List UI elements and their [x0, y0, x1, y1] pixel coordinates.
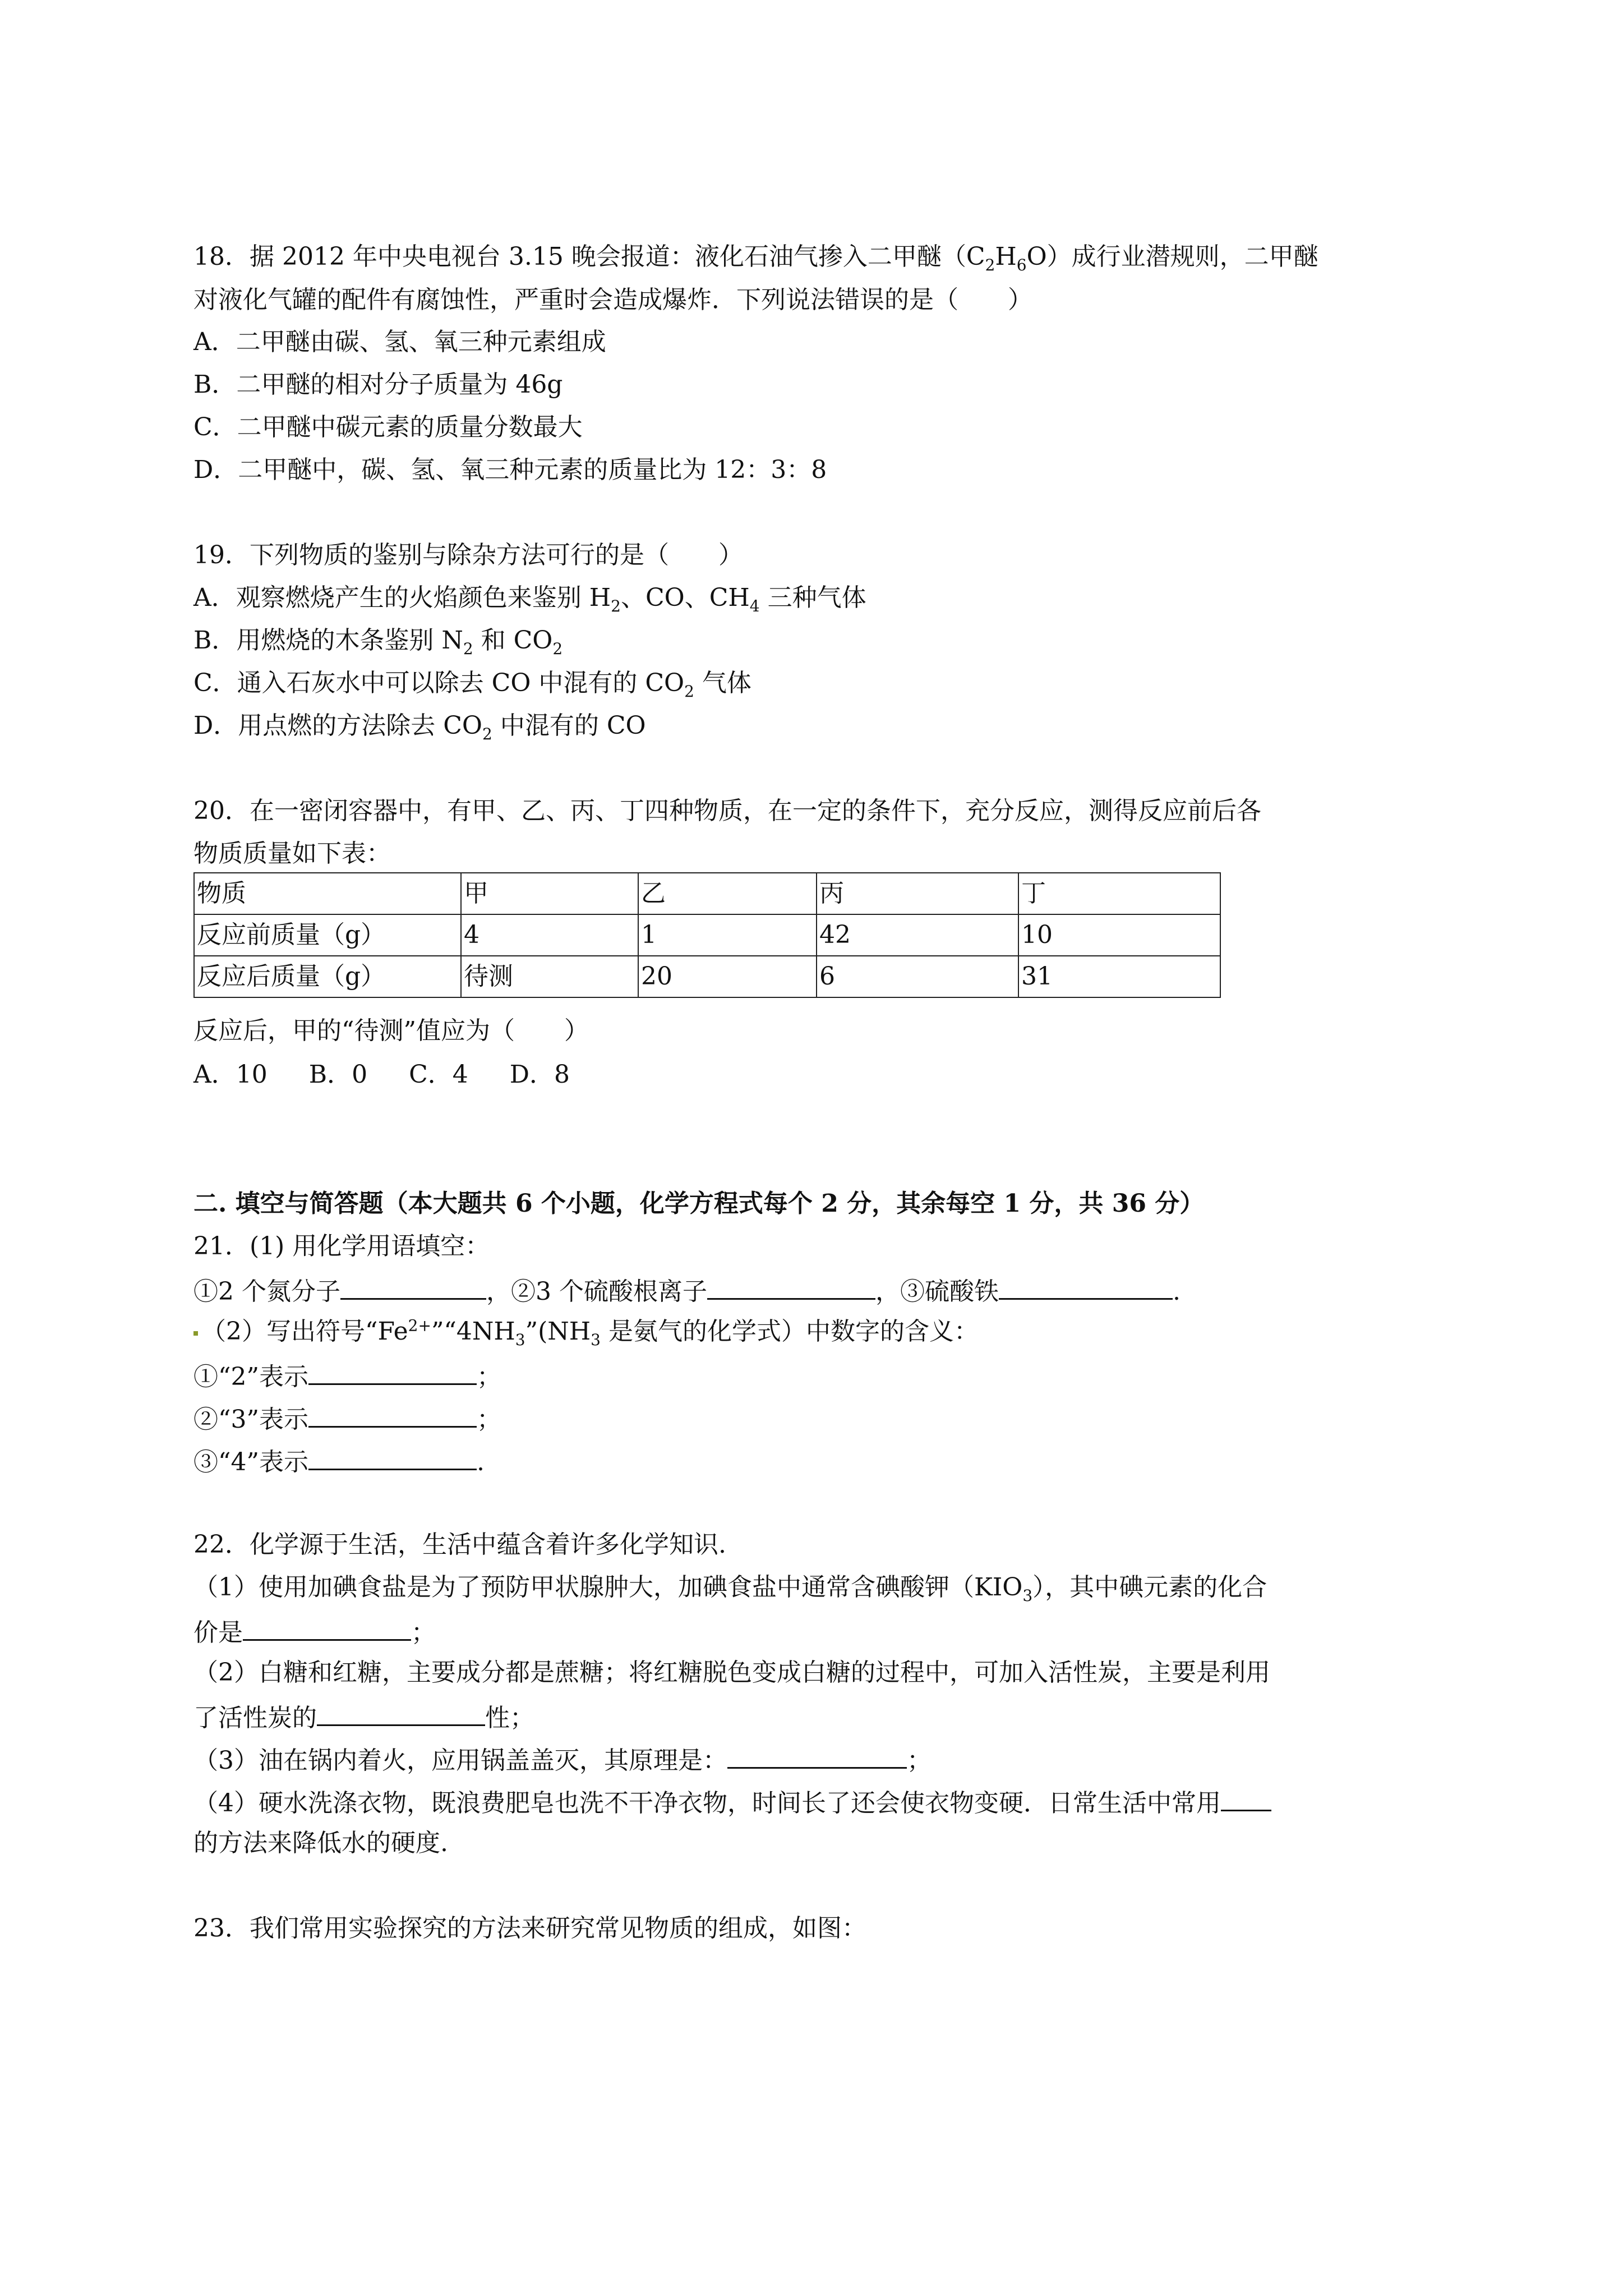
q22-line4: （2）白糖和红糖，主要成分都是蔗糖；将红糖脱色变成白糖的过程中，可加入活性炭，主要是利用 [193, 1658, 1270, 1687]
table-cell: 甲 [461, 873, 638, 914]
mass-table [193, 872, 1221, 998]
q19-option-b: B．用燃烧的木条鉴别 $N_2$ 和 $CO_2$ [193, 626, 563, 658]
answer-blank[interactable] [243, 1614, 411, 1641]
table-cell: 10 [1018, 914, 1220, 956]
table-cell: 4 [461, 914, 638, 956]
answer-blank[interactable] [340, 1273, 486, 1300]
q20-option-a: A．10 [193, 1060, 268, 1089]
q22-line8: 的方法来降低水的硬度. [193, 1829, 448, 1857]
q21-line1: 21．(1) 用化学用语填空： [193, 1232, 490, 1260]
table-cell: 物质 [194, 873, 461, 914]
q18-stem-line2: 对液化气罐的配件有腐蚀性，严重时会造成爆炸．下列说法错误的是（ ） [193, 286, 1032, 314]
q20-after-table: 反应后，甲的“待测”值应为（ ） [193, 1016, 589, 1045]
q20-options [193, 1059, 603, 1091]
q22-line2: （1）使用加碘食盐是为了预防甲状腺肿大，加碘食盐中通常含碘酸钾$(KIO_3)$，其中碘元素的化合 [193, 1573, 1267, 1605]
table-cell: 丁 [1018, 873, 1220, 914]
q23-stem: 23．我们常用实验探究的方法来研究常见物质的组成，如图： [193, 1914, 866, 1943]
answer-blank[interactable] [308, 1401, 477, 1428]
answer-blank[interactable] [308, 1359, 477, 1385]
q19-stem: 19．下列物质的鉴别与除杂方法可行的是（ ） [193, 541, 743, 569]
table-cell: 42 [817, 914, 1018, 956]
table-cell: 乙 [638, 873, 817, 914]
q21-line3: （2）写出符号“$Fe^{2+}”“4NH_3”(NH_3$ 是氨气的化学式）中数字的含义： [193, 1316, 979, 1347]
q21-line6: ③“4”表示 . [193, 1444, 485, 1478]
answer-blank[interactable] [727, 1742, 907, 1769]
q22-line1: 22．化学源于生活，生活中蕴含着许多化学知识. [193, 1530, 726, 1559]
section-heading: 二. 填空与简答题（本大题共 6 个小题，化学方程式每个 2 分，其余每空 1 分，共 36 分） [193, 1189, 1205, 1218]
table-cell: 1 [638, 914, 817, 956]
answer-blank[interactable] [308, 1444, 477, 1470]
answer-blank[interactable] [317, 1700, 485, 1726]
mark-dot [193, 1331, 198, 1336]
q21-line2: ①2 个氮分子 ，②3 个硫酸根离子 ，③硫酸铁 . [193, 1273, 1181, 1308]
q18-option-b: B．二甲醚的相对分子质量为 46g [193, 370, 563, 399]
q19-option-d: D．用点燃的方法除去 $CO_2$ 中混有的 CO [193, 711, 646, 743]
q18-option-a: A．二甲醚由碳、氢、氧三种元素组成 [193, 328, 606, 356]
q21-line4: ①“2”表示 ； [193, 1359, 501, 1393]
table-row [194, 956, 1220, 997]
q22-line7: （4）硬水洗涤衣物，既浪费肥皂也洗不干净衣物，时间长了还会使衣物变硬．日常生活中常用 [193, 1785, 1271, 1819]
q19-option-c: C．通入石灰水中可以除去 CO 中混有的 $CO_2$ 气体 [193, 669, 751, 701]
q20-option-b: B．0 [308, 1060, 368, 1089]
table-cell: 反应后质量（g） [194, 956, 461, 997]
answer-blank[interactable] [707, 1273, 875, 1300]
q22-line5: 了活性炭的 性； [193, 1700, 534, 1734]
q20-stem-line1: 20．在一密闭容器中，有甲、乙、丙、丁四种物质，在一定的条件下，充分反应，测得反应前后各 [193, 797, 1261, 825]
q21-line5: ②“3”表示 ； [193, 1401, 501, 1435]
answer-blank[interactable] [999, 1273, 1173, 1300]
table-row [194, 873, 1220, 914]
table-cell: 丙 [817, 873, 1018, 914]
q20-option-c: C．4 [409, 1060, 468, 1089]
table-row [194, 914, 1220, 956]
q22-line6: （3）油在锅内着火，应用锅盖盖灭，其原理是： ； [193, 1742, 932, 1777]
table-cell: 6 [817, 956, 1018, 997]
q19-option-a: A．观察燃烧产生的火焰颜色来鉴别 $H_2$、CO、$CH_4$ 三种气体 [193, 583, 866, 615]
answer-blank[interactable] [1221, 1785, 1271, 1811]
table-cell: 待测 [461, 956, 638, 997]
q18-stem-line1: 18．据 2012 年中央电视台 3.15 晚会报道：液化石油气掺入二甲醚$(C_2H_6O)$成行业潜规则，二甲醚 [193, 242, 1318, 274]
q20-stem-line2: 物质质量如下表： [193, 839, 391, 868]
q20-option-d: D．8 [509, 1060, 570, 1089]
q22-line3: 价是 ； [193, 1614, 436, 1649]
q18-option-d: D．二甲醚中，碳、氢、氧三种元素的质量比为 12：3：8 [193, 455, 827, 484]
table-cell: 20 [638, 956, 817, 997]
table-cell: 31 [1018, 956, 1220, 997]
table-cell: 反应前质量（g） [194, 914, 461, 956]
q18-option-c: C．二甲醚中碳元素的质量分数最大 [193, 413, 583, 441]
